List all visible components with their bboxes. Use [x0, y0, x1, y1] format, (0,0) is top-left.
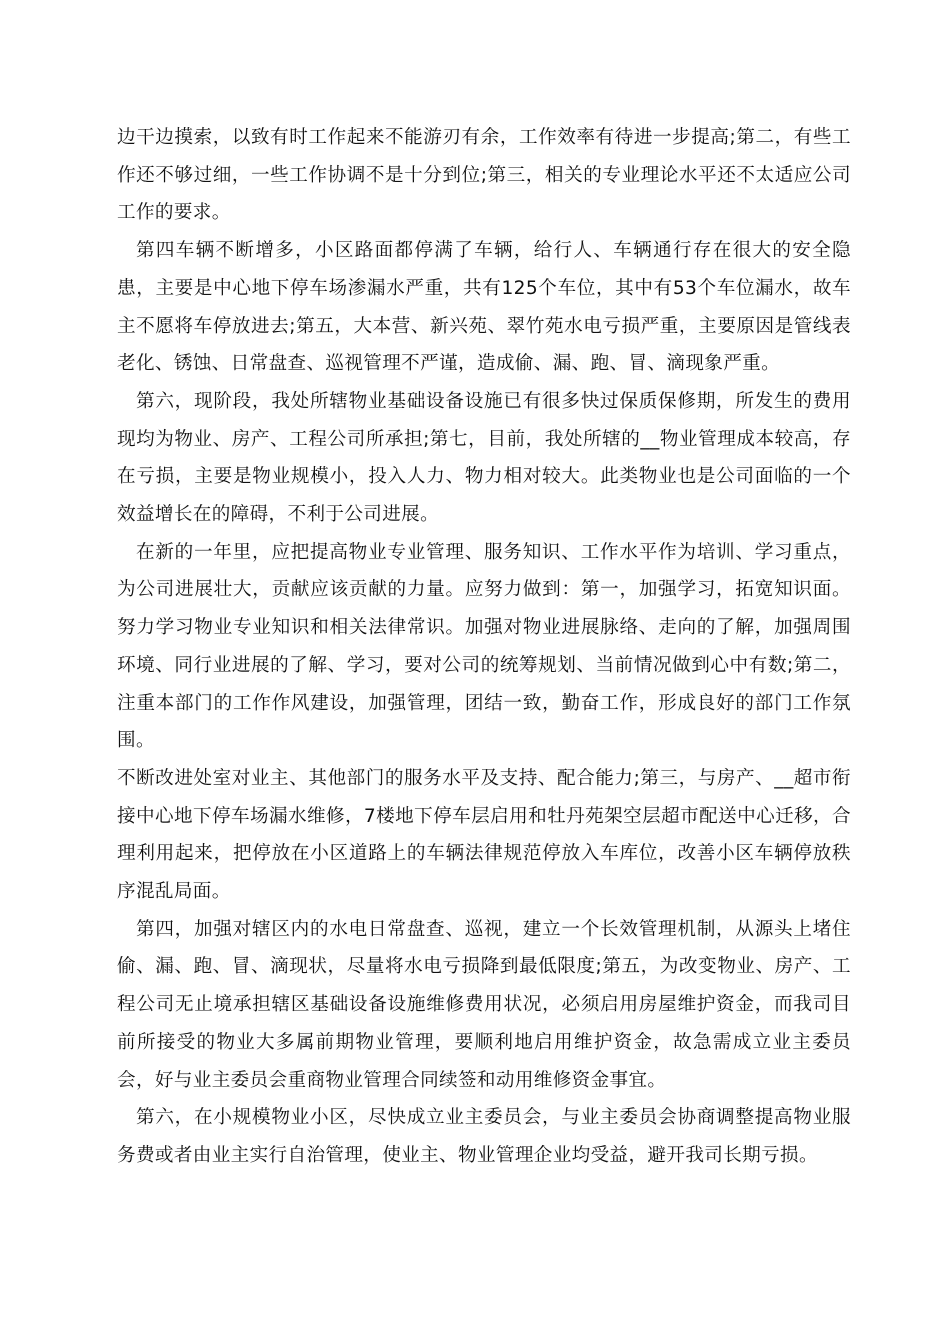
paragraph-4: 在新的一年里，应把提高物业专业管理、服务知识、工作水平作为培训、学习重点，为公司进展壮大，贡献应该贡献的力量。应努力做到：第一，加强学习，拓宽知识面。努力学习物业专业知识和相关法律常识。加强对物业进展脉络、走向的了解，加强周围环境、同行业进展的了解、学习，要对公司的统筹规划、当前情况做到心中有数;第二，注重本部门的工作作风建设，加强管理，团结一致，勤奋工作，形成良好的部门工作氛围。 — [117, 541, 851, 752]
paragraph-5: 不断改进处室对业主、其他部门的服务水平及支持、配合能力;第三，与房产、__超市衔接中心地下停车场漏水维修，7楼地下停车层启用和牡丹苑架空层超市配送中心迁移，合理利用起来，把停放在小区道路上的车辆法律规范停放入车库位，改善小区车辆停放秩序混乱局面。 — [117, 767, 851, 903]
paragraph-3: 第六，现阶段，我处所辖物业基础设备设施已有很多快过保质保修期，所发生的费用现均为物业、房产、工程公司所承担;第七，目前，我处所辖的__物业管理成本较高，存在亏损，主要是物业规模小，投入人力、物力相对较大。此类物业也是公司面临的一个效益增长在的障碍，不利于公司进展。 — [117, 390, 851, 526]
document-body — [117, 119, 851, 1175]
paragraph-2: 第四车辆不断增多，小区路面都停满了车辆，给行人、车辆通行存在很大的安全隐患，主要是中心地下停车场渗漏水严重，共有125个车位，其中有53个车位漏水，故车主不愿将车停放进去;第五，大本营、新兴苑、翠竹苑水电亏损严重，主要原因是管线表老化、锈蚀、日常盘查、巡视管理不严谨，造成偷、漏、跑、冒、滴现象严重。 — [117, 240, 851, 375]
paragraph-7: 第六，在小规模物业小区，尽快成立业主委员会，与业主委员会协商调整提高物业服务费或者由业主实行自治管理，使业主、物业管理企业均受益，避开我司长期亏损。 — [117, 1107, 851, 1166]
paragraph-1: 边干边摸索，以致有时工作起来不能游刃有余，工作效率有待进一步提高;第二，有些工作还不够过细，一些工作协调不是十分到位;第三，相关的专业理论水平还不太适应公司工作的要求。 — [117, 127, 851, 224]
paragraph-6: 第四，加强对辖区内的水电日常盘查、巡视，建立一个长效管理机制，从源头上堵住偷、漏、跑、冒、滴现状，尽量将水电亏损降到最低限度;第五，为改变物业、房产、工程公司无止境承担辖区基础设备设施维修费用状况，必须启用房屋维护资金，而我司目前所接受的物业大多属前期物业管理，要顺利地启用维护资金，故急需成立业主委员会，好与业主委员会重商物业管理合同续签和动用维修资金事宜。 — [117, 918, 851, 1091]
